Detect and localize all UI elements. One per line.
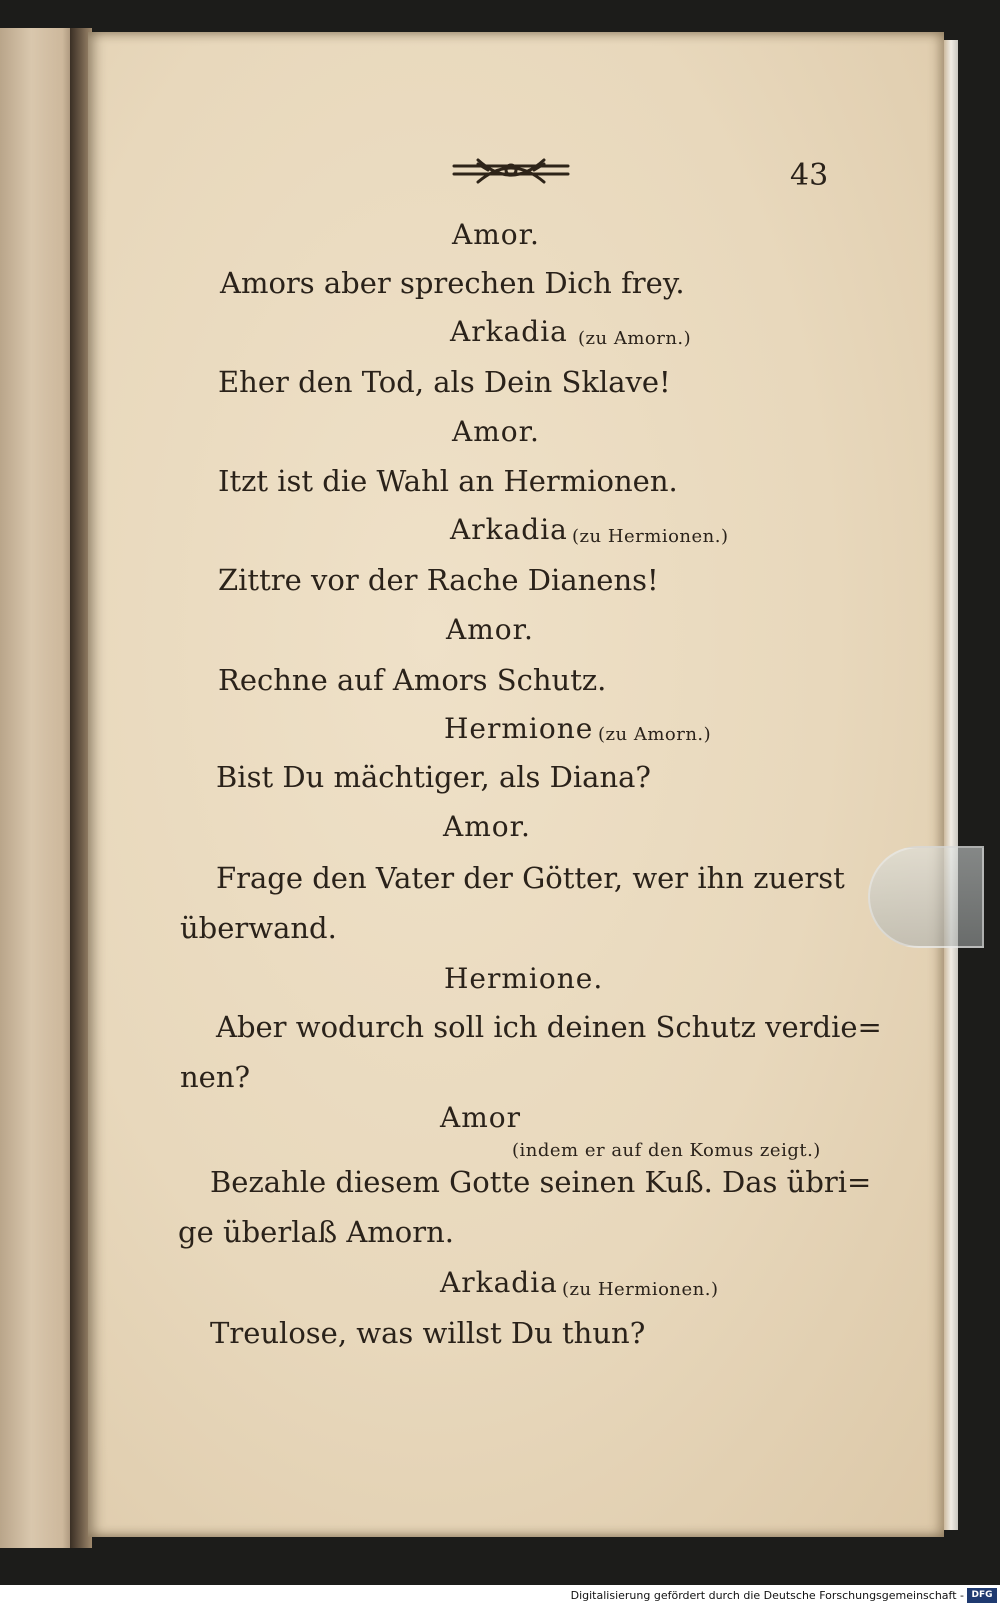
page-edge <box>944 40 958 1530</box>
page-number: 43 <box>790 158 829 193</box>
dfg-logo-icon[interactable]: DFG <box>967 1588 997 1603</box>
funding-notice: Digitalisierung gefördert durch die Deutsche Forschungsgemeinschaft - <box>570 1589 964 1602</box>
page-clip <box>868 846 984 948</box>
dialogue-line: Bezahle diesem Gotte seinen Kuß. Das übri= <box>210 1165 872 1199</box>
dialogue-line: Treulose, was willst Du thun? <box>210 1316 646 1350</box>
dialogue-line: Itzt ist die Wahl an Hermionen. <box>218 464 678 498</box>
speaker-heading: Arkadia <box>440 1266 558 1299</box>
speaker-heading: Hermione. <box>444 962 604 995</box>
left-page <box>0 28 78 1548</box>
dialogue-line: Bist Du mächtiger, als Diana? <box>216 760 651 794</box>
speaker-heading: Amor <box>440 1101 522 1134</box>
vignette-ornament-icon <box>448 150 574 190</box>
speaker-heading: Arkadia <box>450 513 568 546</box>
stage-direction: (zu Amorn.) <box>598 724 712 745</box>
speaker-heading: Amor. <box>443 810 531 843</box>
dialogue-line: Zittre vor der Rache Dianens! <box>218 563 659 597</box>
stage-direction: (zu Hermionen.) <box>572 526 729 547</box>
dialogue-line: ge überlaß Amorn. <box>178 1215 455 1249</box>
speaker-heading: Amor. <box>446 613 534 646</box>
dialogue-line: Aber wodurch soll ich deinen Schutz verdie= <box>216 1010 882 1044</box>
speaker-heading: Hermione <box>444 712 594 745</box>
stage-direction: (zu Hermionen.) <box>562 1279 719 1300</box>
footer-bar <box>0 1585 1000 1607</box>
dialogue-line: nen? <box>180 1060 251 1094</box>
speaker-heading: Amor. <box>452 415 540 448</box>
speaker-heading: Arkadia <box>450 315 568 348</box>
speaker-heading: Amor. <box>452 218 540 251</box>
dialogue-line: Rechne auf Amors Schutz. <box>218 663 607 697</box>
dialogue-line: überwand. <box>180 911 337 945</box>
stage-direction: (indem er auf den Komus zeigt.) <box>512 1140 821 1161</box>
dialogue-line: Amors aber sprechen Dich frey. <box>220 266 685 300</box>
dialogue-line: Frage den Vater der Götter, wer ihn zuerst <box>216 861 845 895</box>
dialogue-line: Eher den Tod, als Dein Sklave! <box>218 365 671 399</box>
stage-direction: (zu Amorn.) <box>578 328 692 349</box>
